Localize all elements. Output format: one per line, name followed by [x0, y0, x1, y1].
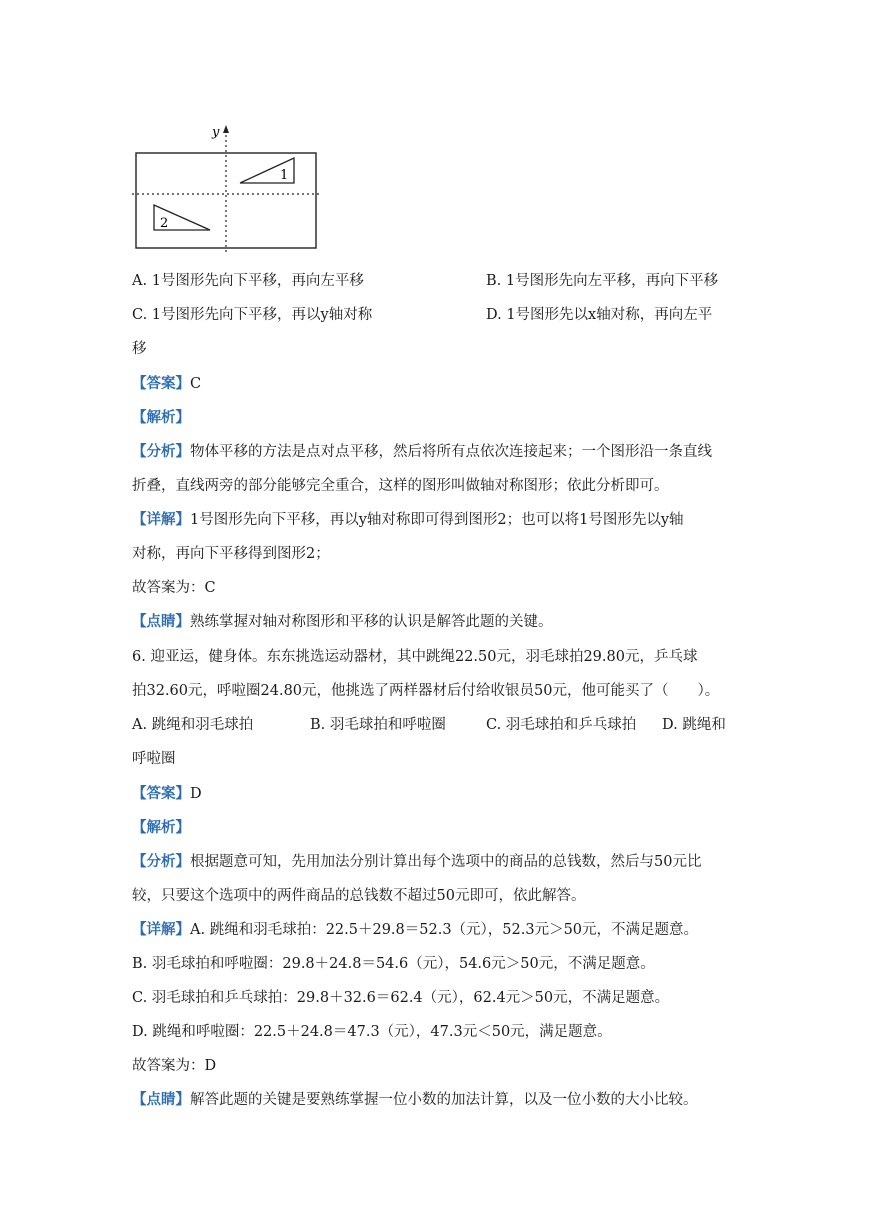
- q6-stem-line-2: 拍32.60元，呼啦圈24.80元，他挑选了两样器材后付给收银员50元，他可能买了（ ）。: [132, 683, 720, 699]
- q5-option-d-continued: 移: [132, 341, 147, 357]
- q6-xiangjie-a: [132, 920, 698, 940]
- xiangjie-text: 1号图形先向下平移，再以y轴对称即可得到图形2；也可以将1号图形先以y轴: [190, 512, 684, 528]
- q5-xiangjie-line-2: 对称，再向下平移得到图形2；: [132, 546, 330, 562]
- q5-option-d: D. 1号图形先以x轴对称，再向左平: [486, 307, 713, 323]
- analysis-tag: 【解析】: [132, 409, 190, 426]
- q5-answer: [132, 374, 201, 394]
- fenxi-tag: 【分析】: [132, 853, 190, 870]
- q5-option-a: A. 1号图形先向下平移，再向左平移: [132, 273, 364, 289]
- q6-final-answer: 故答案为：D: [132, 1058, 217, 1074]
- analysis-tag: 【解析】: [132, 819, 190, 836]
- answer-value: C: [190, 376, 202, 392]
- y-axis-label: y: [212, 125, 220, 140]
- fenxi-text: 根据题意可知，先用加法分别计算出每个选项中的商品的总钱数，然后与50元比: [190, 854, 702, 870]
- q5-analysis-heading: [132, 408, 190, 428]
- q5-option-c: C. 1号图形先向下平移，再以y轴对称: [132, 307, 373, 323]
- q6-option-d: D. 跳绳和: [662, 717, 726, 733]
- answer-value: D: [190, 786, 202, 802]
- q6-xiangjie-c: C. 羽毛球拍和乒乓球拍：29.8＋32.6＝62.4（元），62.4元＞50元，不满足题意。: [132, 990, 670, 1006]
- q6-option-b: B. 羽毛球拍和呼啦圈: [310, 717, 446, 733]
- q5-fenxi-line-2: 折叠，直线两旁的部分能够完全重合，这样的图形叫做轴对称图形；依此分析即可。: [132, 478, 669, 494]
- shape-1-label: 1: [280, 168, 289, 183]
- q5-xiangjie-line-1: [132, 510, 684, 530]
- q5-dianjing: [132, 612, 553, 632]
- dianjing-tag: 【点睛】: [132, 613, 190, 630]
- q5-final-answer: 故答案为：C: [132, 580, 216, 596]
- q6-option-d-continued: 呼啦圈: [132, 751, 176, 767]
- q5-fenxi-line-1: [132, 442, 712, 462]
- fenxi-tag: 【分析】: [132, 443, 190, 460]
- dianjing-text: 熟练掌握对轴对称图形和平移的认识是解答此题的关键。: [190, 614, 553, 630]
- shape-2-label: 2: [160, 216, 169, 231]
- figure-svg: [132, 120, 322, 255]
- q6-option-a: A. 跳绳和羽毛球拍: [132, 717, 254, 733]
- q6-analysis-heading: [132, 818, 190, 838]
- y-axis-arrow: [223, 125, 229, 133]
- dianjing-text: 解答此题的关键是要熟练掌握一位小数的加法计算，以及一位小数的大小比较。: [190, 1092, 698, 1108]
- xiangjie-text: A. 跳绳和羽毛球拍：22.5＋29.8＝52.3（元），52.3元＞50元，不满足题意。: [190, 922, 699, 938]
- fenxi-text: 物体平移的方法是点对点平移，然后将所有点依次连接起来；一个图形沿一条直线: [190, 444, 712, 460]
- coordinate-figure: [132, 120, 322, 255]
- xiangjie-tag: 【详解】: [132, 921, 190, 938]
- answer-tag: 【答案】: [132, 785, 190, 802]
- q6-xiangjie-b: B. 羽毛球拍和呼啦圈：29.8＋24.8＝54.6（元），54.6元＞50元，不满足题意。: [132, 956, 655, 972]
- q6-option-c: C. 羽毛球拍和乒乓球拍: [486, 717, 637, 733]
- q6-stem-line-1: 6. 迎亚运，健身体。东东挑选运动器材，其中跳绳22.50元，羽毛球拍29.80元，乒乓球: [132, 649, 698, 665]
- q6-xiangjie-d: D. 跳绳和呼啦圈：22.5＋24.8＝47.3（元），47.3元＜50元，满足题意。: [132, 1024, 612, 1040]
- dianjing-tag: 【点睛】: [132, 1091, 190, 1108]
- q6-dianjing: [132, 1090, 698, 1110]
- q6-fenxi-line-1: [132, 852, 701, 872]
- q6-fenxi-line-2: 较，只要这个选项中的两件商品的总钱数不超过50元即可，依此解答。: [132, 888, 586, 904]
- q5-option-b: B. 1号图形先向左平移，再向下平移: [486, 273, 719, 289]
- xiangjie-tag: 【详解】: [132, 511, 190, 528]
- q6-answer: [132, 784, 202, 804]
- answer-tag: 【答案】: [132, 375, 190, 392]
